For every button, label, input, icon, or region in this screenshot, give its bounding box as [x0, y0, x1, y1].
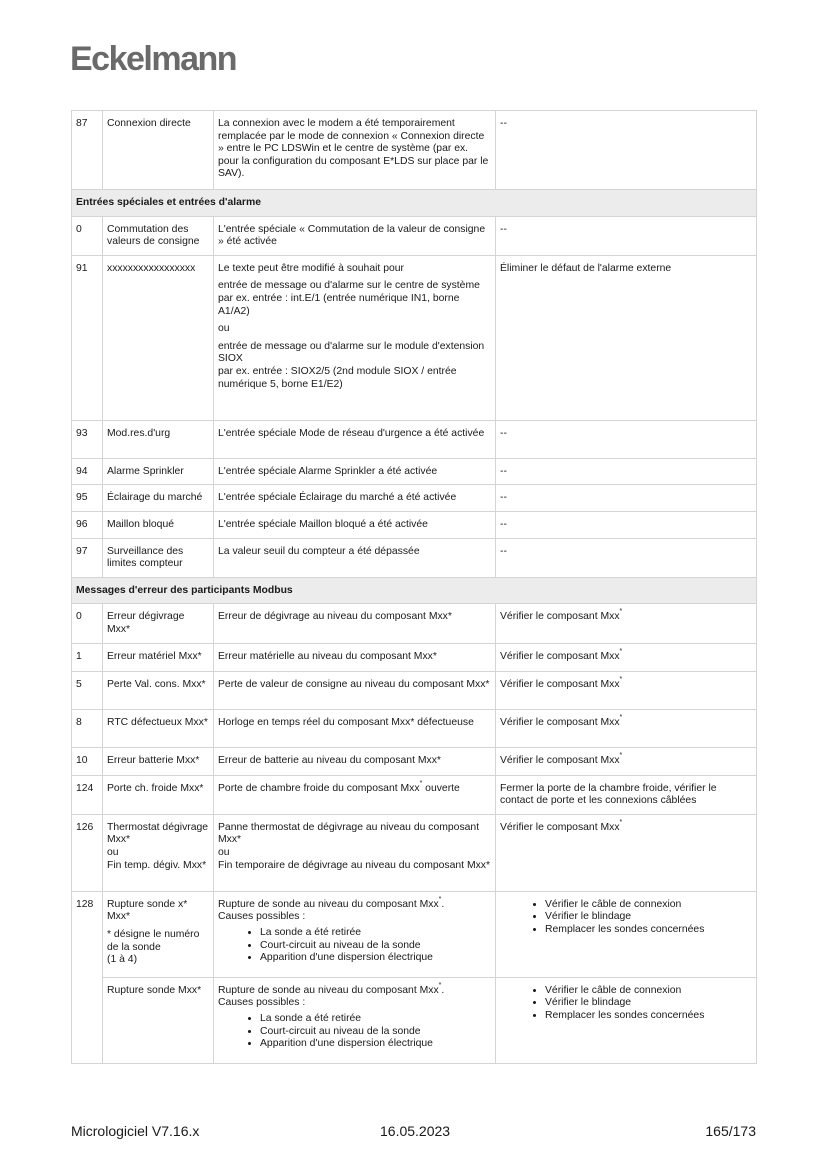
row-action: --	[496, 538, 757, 577]
alarm-table	[71, 110, 757, 1064]
row-description: L'entrée spéciale Maillon bloqué a été activée	[214, 511, 496, 538]
row-name: Erreur dégivrage Mxx*	[103, 604, 214, 643]
row-number: 124	[72, 775, 103, 814]
list-item: • Court-circuit au niveau de la sonde	[260, 940, 491, 953]
row-action: Fermer la porte de la chambre froide, vérifier le contact de porte et les connexions câblées	[496, 775, 757, 814]
section-header	[72, 577, 757, 604]
desc-line	[218, 981, 491, 998]
desc-text: Rupture de sonde au niveau du composant Mxx	[218, 898, 439, 910]
list-item: • Remplacer les sondes concernées	[545, 924, 752, 937]
row-description	[214, 814, 496, 891]
row-description: La connexion avec le modem a été temporairement remplacée par le mode de connexion « Connexion directe » entre le PC LDSWin et le centre de système (par ex. pour la configuration du composant E*LDS sur place par le SAV).	[214, 111, 496, 190]
desc-line: Causes possibles :	[218, 997, 306, 1009]
desc-line: Le texte peut être modifié à souhait pour	[218, 262, 404, 274]
row-number: 8	[72, 709, 103, 747]
row-description: Erreur de dégivrage au niveau du composant Mxx*	[214, 604, 496, 643]
desc-line: Causes possibles :	[218, 911, 306, 923]
row-number: 128	[72, 891, 103, 1063]
row-name: Erreur batterie Mxx*	[103, 747, 214, 775]
action-text: Vérifier le composant Mxx	[500, 754, 620, 766]
row-action	[496, 977, 757, 1063]
table-row	[72, 775, 757, 814]
table-row	[72, 709, 757, 747]
row-action: --	[496, 111, 757, 190]
section-title: Entrées spéciales et entrées d'alarme	[72, 190, 757, 217]
desc-line: entrée de message ou d'alarme sur le module d'extension SIOX	[218, 340, 485, 365]
list-item: • La sonde a été retirée	[260, 927, 491, 940]
row-number: 10	[72, 747, 103, 775]
table-row	[72, 255, 757, 420]
table-row	[72, 511, 757, 538]
row-number: 94	[72, 458, 103, 485]
row-description: La valeur seuil du compteur a été dépassée	[214, 538, 496, 577]
section-header	[72, 190, 757, 217]
row-description: L'entrée spéciale « Commutation de la valeur de consigne » été activée	[214, 216, 496, 255]
row-number: 96	[72, 511, 103, 538]
list-item: • Vérifier le câble de connexion	[545, 899, 752, 912]
row-action	[496, 604, 757, 643]
desc-line: par ex. entrée : int.E/1 (entrée numérique IN1, borne A1/A2)	[218, 292, 460, 317]
footer-firmware-version: Micrologiciel V7.16.x	[71, 1123, 200, 1139]
causes-list	[218, 1013, 491, 1051]
table-row	[72, 216, 757, 255]
table-row	[72, 891, 757, 977]
table-row	[72, 604, 757, 643]
row-action	[496, 671, 757, 709]
row-description: Erreur matérielle au niveau du composant Mxx*	[214, 643, 496, 671]
row-name	[103, 814, 214, 891]
row-number: 87	[72, 111, 103, 190]
name-line: (1 à 4)	[107, 954, 138, 966]
row-name: Surveillance des limites compteur	[103, 538, 214, 577]
row-description: Perte de valeur de consigne au niveau du composant Mxx*	[214, 671, 496, 709]
row-action: --	[496, 216, 757, 255]
row-name: Erreur matériel Mxx*	[103, 643, 214, 671]
footnote-star: *	[619, 647, 623, 655]
footnote-star: *	[619, 608, 623, 616]
footnote-star: *	[438, 895, 442, 903]
list-item: • Vérifier le câble de connexion	[545, 985, 752, 998]
table-row	[72, 671, 757, 709]
action-text: Vérifier le composant Mxx	[500, 678, 620, 690]
name-line: Thermostat dégivrage Mxx*	[107, 821, 209, 846]
row-name: Connexion directe	[103, 111, 214, 190]
row-number: 0	[72, 604, 103, 643]
table-row	[72, 420, 757, 458]
name-line: Fin temp. dégiv. Mxx*	[107, 859, 207, 871]
row-description: Erreur de batterie au niveau du composant Mxx*	[214, 747, 496, 775]
row-name: Mod.res.d'urg	[103, 420, 214, 458]
footnote-star: *	[438, 981, 442, 989]
desc-line	[218, 895, 491, 912]
desc-text: Porte de chambre froide du composant Mxx	[218, 782, 420, 794]
table-row	[72, 747, 757, 775]
row-name: Alarme Sprinkler	[103, 458, 214, 485]
row-number: 91	[72, 255, 103, 420]
row-action	[496, 891, 757, 977]
row-description	[214, 891, 496, 977]
list-item: • Court-circuit au niveau de la sonde	[260, 1026, 491, 1039]
desc-line: ou	[218, 846, 230, 858]
table-row	[72, 111, 757, 190]
list-item: • Apparition d'une dispersion électrique	[260, 1038, 491, 1051]
desc-text: .	[441, 984, 445, 996]
table-row	[72, 977, 757, 1063]
row-name: Perte Val. cons. Mxx*	[103, 671, 214, 709]
footnote-star: *	[619, 713, 623, 721]
desc-line: par ex. entrée : SIOX2/5 (2nd module SIOX / entrée numérique 5, borne E1/E2)	[218, 365, 457, 390]
list-item: • Vérifier le blindage	[545, 911, 752, 924]
desc-line: Panne thermostat de dégivrage au niveau du composant Mxx*	[218, 821, 480, 846]
footer-page-number: 165/173	[705, 1123, 756, 1139]
row-number: 0	[72, 216, 103, 255]
list-item: • Remplacer les sondes concernées	[545, 1010, 752, 1023]
section-title: Messages d'erreur des participants Modbus	[72, 577, 757, 604]
footnote-star: *	[619, 751, 623, 759]
row-number: 5	[72, 671, 103, 709]
row-action: --	[496, 458, 757, 485]
list-item: • La sonde a été retirée	[260, 1013, 491, 1026]
row-name: Porte ch. froide Mxx*	[103, 775, 214, 814]
desc-line: ou	[218, 323, 230, 335]
row-action: --	[496, 485, 757, 512]
table-row	[72, 538, 757, 577]
row-name: Éclairage du marché	[103, 485, 214, 512]
footer-date: 16.05.2023	[380, 1123, 451, 1139]
action-text: Vérifier le composant Mxx	[500, 716, 620, 728]
row-name: Commutation des valeurs de consigne	[103, 216, 214, 255]
desc-line: Fin temporaire de dégivrage au niveau du composant Mxx*	[218, 859, 491, 871]
row-number: 93	[72, 420, 103, 458]
desc-text: ouverte	[422, 782, 460, 794]
row-action: Éliminer le défaut de l'alarme externe	[496, 255, 757, 420]
table-row	[72, 814, 757, 891]
row-description	[214, 255, 496, 420]
row-name: RTC défectueux Mxx*	[103, 709, 214, 747]
table-row	[72, 643, 757, 671]
row-number: 1	[72, 643, 103, 671]
name-line: ou	[107, 846, 119, 858]
row-action	[496, 709, 757, 747]
desc-text: Rupture de sonde au niveau du composant Mxx	[218, 984, 439, 996]
row-number: 97	[72, 538, 103, 577]
desc-line: entrée de message ou d'alarme sur le centre de système	[218, 280, 480, 292]
row-number: 95	[72, 485, 103, 512]
eckelmann-logo: Eckelmann	[70, 40, 237, 78]
row-description: L'entrée spéciale Éclairage du marché a été activée	[214, 485, 496, 512]
list-item: • Vérifier le blindage	[545, 997, 752, 1010]
action-text: Vérifier le composant Mxx	[500, 821, 620, 833]
row-action	[496, 747, 757, 775]
row-number: 126	[72, 814, 103, 891]
action-text: Vérifier le composant Mxx	[500, 650, 620, 662]
row-action: --	[496, 420, 757, 458]
row-description	[214, 977, 496, 1063]
row-name	[103, 891, 214, 977]
name-line: Rupture sonde x* Mxx*	[107, 898, 188, 923]
actions-list	[500, 985, 752, 1023]
row-description: L'entrée spéciale Mode de réseau d'urgence a été activée	[214, 420, 496, 458]
row-description: Horloge en temps réel du composant Mxx* défectueuse	[214, 709, 496, 747]
list-item: • Apparition d'une dispersion électrique	[260, 952, 491, 965]
action-text: Vérifier le composant Mxx	[500, 611, 620, 623]
footnote-star: *	[419, 779, 423, 787]
desc-text: .	[441, 898, 445, 910]
row-action	[496, 643, 757, 671]
row-description	[214, 775, 496, 814]
footnote-star: *	[619, 675, 623, 683]
table-row	[72, 485, 757, 512]
row-action	[496, 814, 757, 891]
row-name: Rupture sonde Mxx*	[103, 977, 214, 1063]
row-description: L'entrée spéciale Alarme Sprinkler a été activée	[214, 458, 496, 485]
table-row	[72, 458, 757, 485]
row-name: xxxxxxxxxxxxxxxxx	[103, 255, 214, 420]
causes-list	[218, 927, 491, 965]
actions-list	[500, 899, 752, 937]
footnote-star: *	[619, 818, 623, 826]
row-action: --	[496, 511, 757, 538]
row-name: Maillon bloqué	[103, 511, 214, 538]
name-line: * désigne le numéro de la sonde	[107, 928, 200, 953]
